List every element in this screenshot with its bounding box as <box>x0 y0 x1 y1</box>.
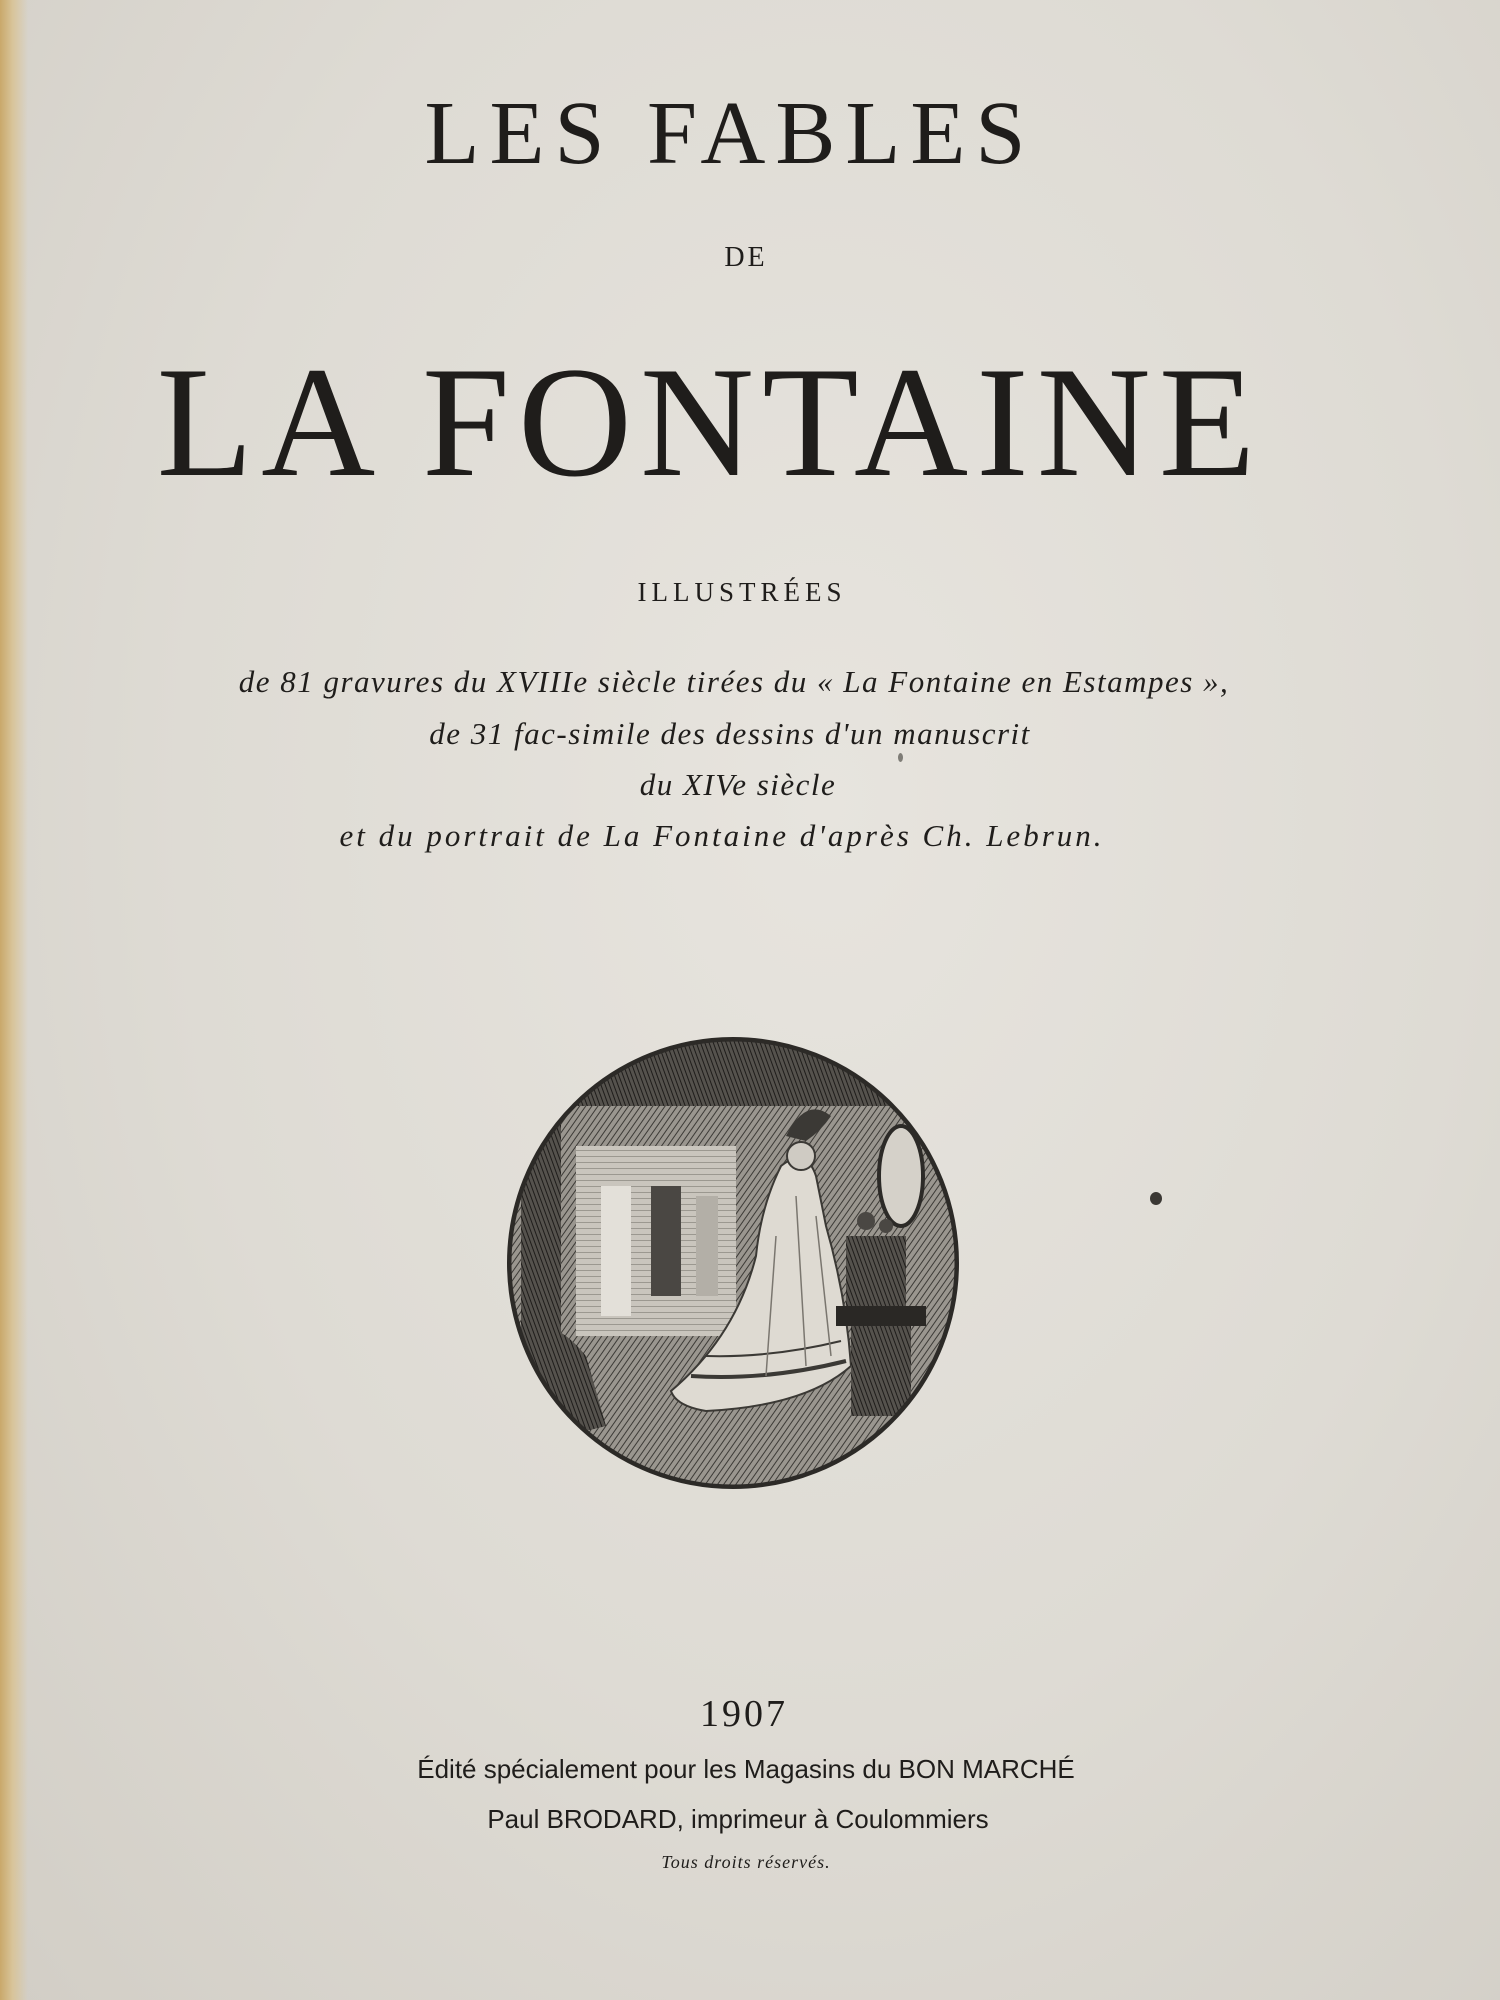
engraved-medallion-lady-at-mirror-icon <box>506 1036 960 1490</box>
description-line: de 81 gravures du XVIIIe siècle tirées du « La Fontaine en Estampes », <box>238 664 1230 699</box>
subtitle-heading: ILLUSTRÉES <box>637 577 847 607</box>
rights-notice: Tous droits réservés. <box>661 1852 831 1872</box>
medallion-engraving <box>506 1036 960 1490</box>
description-line: de 31 fac-simile des dessins d'un manuscrit <box>429 716 1031 751</box>
title-line-1: LES FABLES <box>424 84 1036 183</box>
title-line-2: DE <box>724 242 768 273</box>
ink-spot <box>1150 1192 1162 1205</box>
publisher-line: Édité spécialement pour les Magasins du BON MARCHÉ <box>417 1754 1075 1784</box>
ink-spot <box>898 753 903 762</box>
description-line: du XIVe siècle <box>639 767 837 802</box>
description-line: et du portrait de La Fontaine d'après Ch. Lebrun. <box>339 818 1105 853</box>
author-name: LA FONTAINE <box>156 335 1264 510</box>
publication-year: 1907 <box>700 1693 788 1735</box>
printer-line: Paul BRODARD, imprimeur à Coulommiers <box>487 1804 989 1834</box>
